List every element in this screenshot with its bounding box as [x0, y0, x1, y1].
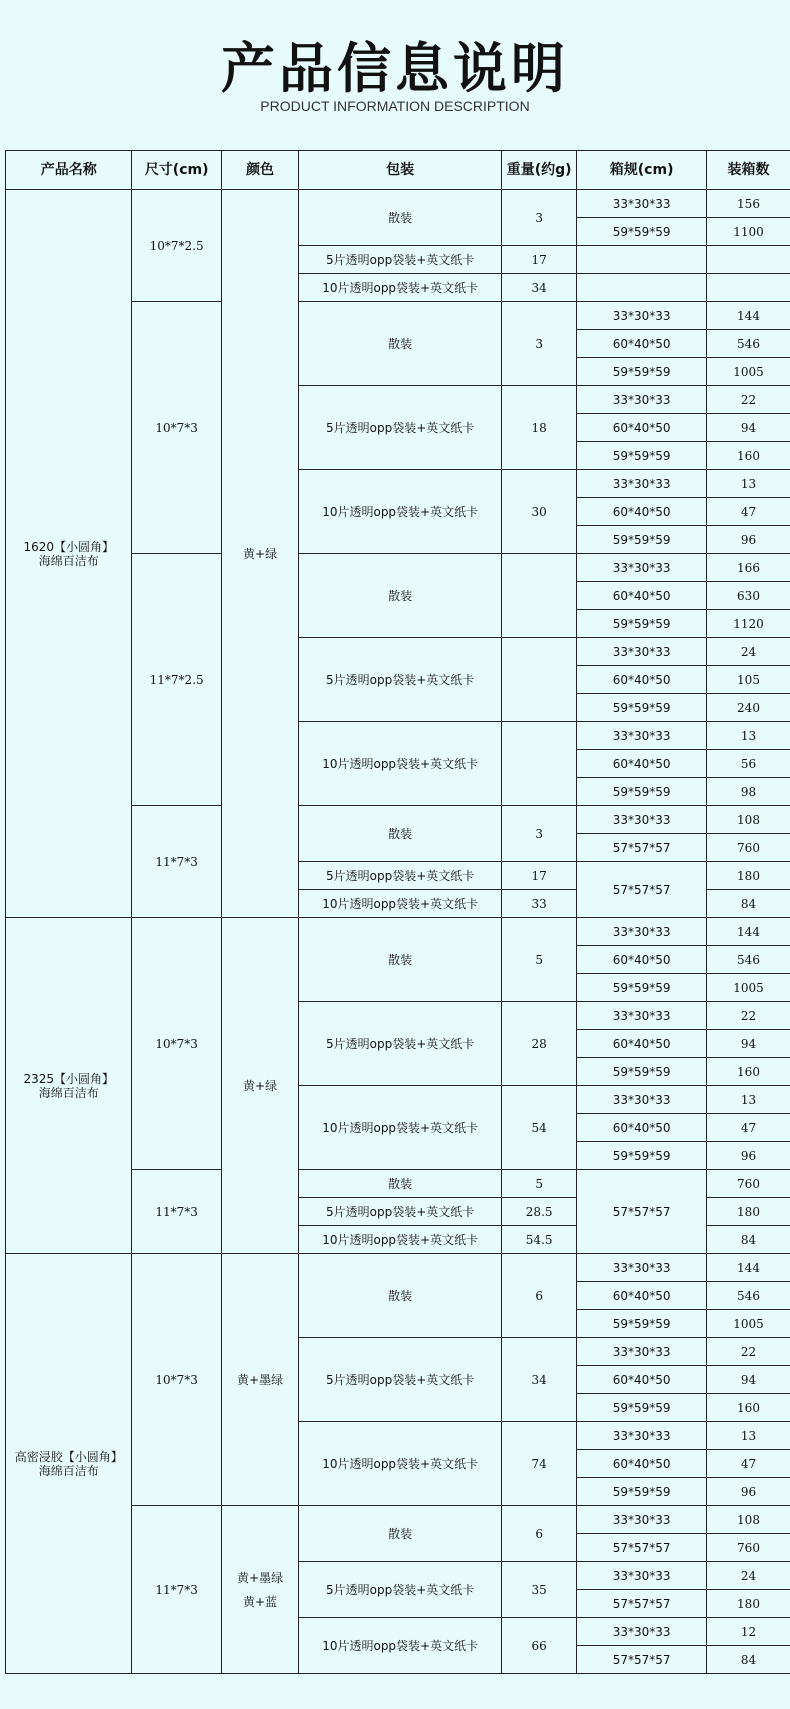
col-header-box: 箱规(cm) [577, 151, 707, 190]
product-name-cell: 2325【小圆角】 海绵百洁布 [6, 918, 132, 1254]
box-spec-cell [577, 246, 707, 274]
box-count-cell: 546 [707, 946, 790, 974]
box-spec-cell: 33*30*33 [577, 386, 707, 414]
box-count-cell: 160 [707, 1394, 790, 1422]
pack-cell: 10片透明opp袋装+英文纸卡 [299, 1618, 502, 1674]
box-spec-cell: 60*40*50 [577, 414, 707, 442]
size-cell: 11*7*3 [132, 1506, 221, 1674]
weight-cell: 34 [502, 1338, 577, 1422]
box-spec-cell: 33*30*33 [577, 302, 707, 330]
box-spec-cell: 33*30*33 [577, 470, 707, 498]
box-spec-cell: 60*40*50 [577, 946, 707, 974]
weight-cell: 5 [502, 918, 577, 1002]
box-spec-cell: 33*30*33 [577, 1338, 707, 1366]
weight-cell: 3 [502, 302, 577, 386]
pack-cell: 10片透明opp袋装+英文纸卡 [299, 470, 502, 554]
table-row [6, 190, 790, 218]
size-cell: 10*7*2.5 [132, 190, 221, 302]
box-count-cell: 180 [707, 1198, 790, 1226]
box-spec-cell: 57*57*57 [577, 1534, 707, 1562]
box-spec-cell: 33*30*33 [577, 918, 707, 946]
box-count-cell: 94 [707, 1030, 790, 1058]
weight-cell [502, 554, 577, 638]
box-count-cell: 13 [707, 1086, 790, 1114]
product-name-cell: 1620【小圆角】 海绵百洁布 [6, 190, 132, 918]
box-spec-cell: 59*59*59 [577, 974, 707, 1002]
color-cell: 黄+绿 [221, 918, 298, 1254]
box-spec-cell: 59*59*59 [577, 778, 707, 806]
box-count-cell: 22 [707, 386, 790, 414]
box-spec-cell: 57*57*57 [577, 1170, 707, 1254]
page-title: 产品信息说明 [221, 37, 569, 100]
pack-cell: 10片透明opp袋装+英文纸卡 [299, 1086, 502, 1170]
box-count-cell: 98 [707, 778, 790, 806]
pack-cell: 10片透明opp袋装+英文纸卡 [299, 274, 502, 302]
box-spec-cell: 59*59*59 [577, 1478, 707, 1506]
box-count-cell: 144 [707, 1254, 790, 1282]
pack-cell: 5片透明opp袋装+英文纸卡 [299, 1338, 502, 1422]
box-spec-cell: 59*59*59 [577, 1310, 707, 1338]
box-spec-cell: 59*59*59 [577, 358, 707, 386]
box-count-cell: 96 [707, 1478, 790, 1506]
weight-cell: 54.5 [502, 1226, 577, 1254]
box-spec-cell: 60*40*50 [577, 1114, 707, 1142]
box-count-cell: 13 [707, 1422, 790, 1450]
table-row [6, 918, 790, 946]
box-spec-cell: 59*59*59 [577, 1058, 707, 1086]
box-count-cell: 1005 [707, 358, 790, 386]
weight-cell: 74 [502, 1422, 577, 1506]
size-cell: 10*7*3 [132, 1254, 221, 1506]
weight-cell: 28.5 [502, 1198, 577, 1226]
product-name-cell: 高密浸胶【小圆角】 海绵百洁布 [6, 1254, 132, 1674]
box-count-cell: 180 [707, 862, 790, 890]
box-spec-cell: 57*57*57 [577, 1590, 707, 1618]
box-spec-cell: 60*40*50 [577, 582, 707, 610]
weight-cell [502, 722, 577, 806]
weight-cell: 6 [502, 1506, 577, 1562]
weight-cell: 30 [502, 470, 577, 554]
weight-cell [502, 638, 577, 722]
box-count-cell: 47 [707, 498, 790, 526]
box-count-cell: 108 [707, 806, 790, 834]
pack-cell: 5片透明opp袋装+英文纸卡 [299, 246, 502, 274]
pack-cell: 5片透明opp袋装+英文纸卡 [299, 1562, 502, 1618]
box-spec-cell: 60*40*50 [577, 498, 707, 526]
pack-cell: 散装 [299, 554, 502, 638]
box-spec-cell: 60*40*50 [577, 1366, 707, 1394]
color-cell: 黄+墨绿 [221, 1254, 298, 1506]
box-spec-cell: 59*59*59 [577, 1142, 707, 1170]
weight-cell: 18 [502, 386, 577, 470]
box-spec-cell: 33*30*33 [577, 806, 707, 834]
box-count-cell: 13 [707, 722, 790, 750]
table-row [6, 1254, 790, 1282]
page-header [0, 0, 790, 150]
col-header-pack: 包装 [299, 151, 502, 190]
weight-cell: 3 [502, 190, 577, 246]
box-count-cell: 1005 [707, 1310, 790, 1338]
pack-cell: 散装 [299, 302, 502, 386]
size-cell: 10*7*3 [132, 918, 221, 1170]
page-subtitle: PRODUCT INFORMATION DESCRIPTION [260, 98, 530, 114]
box-spec-cell: 59*59*59 [577, 1394, 707, 1422]
pack-cell: 散装 [299, 190, 502, 246]
box-count-cell: 12 [707, 1618, 790, 1646]
box-count-cell: 546 [707, 1282, 790, 1310]
box-count-cell: 630 [707, 582, 790, 610]
box-spec-cell: 60*40*50 [577, 666, 707, 694]
box-count-cell: 144 [707, 918, 790, 946]
box-spec-cell: 33*30*33 [577, 554, 707, 582]
col-header-weight: 重量(约g) [502, 151, 577, 190]
box-count-cell: 546 [707, 330, 790, 358]
size-cell: 11*7*2.5 [132, 554, 221, 806]
box-spec-cell: 60*40*50 [577, 750, 707, 778]
pack-cell: 散装 [299, 1254, 502, 1338]
weight-cell: 17 [502, 862, 577, 890]
pack-cell: 10片透明opp袋装+英文纸卡 [299, 1422, 502, 1506]
box-count-cell: 96 [707, 526, 790, 554]
box-count-cell [707, 246, 790, 274]
size-cell: 10*7*3 [132, 302, 221, 554]
box-spec-cell: 60*40*50 [577, 1030, 707, 1058]
box-count-cell: 1120 [707, 610, 790, 638]
pack-cell: 5片透明opp袋装+英文纸卡 [299, 1198, 502, 1226]
box-count-cell: 47 [707, 1450, 790, 1478]
box-count-cell: 760 [707, 1170, 790, 1198]
col-header-count: 装箱数 [707, 151, 790, 190]
weight-cell: 34 [502, 274, 577, 302]
pack-cell: 10片透明opp袋装+英文纸卡 [299, 1226, 502, 1254]
weight-cell: 28 [502, 1002, 577, 1086]
box-spec-cell: 60*40*50 [577, 1450, 707, 1478]
box-count-cell: 47 [707, 1114, 790, 1142]
box-count-cell: 144 [707, 302, 790, 330]
pack-cell: 散装 [299, 1506, 502, 1562]
box-spec-cell: 59*59*59 [577, 526, 707, 554]
box-count-cell: 94 [707, 414, 790, 442]
box-count-cell: 166 [707, 554, 790, 582]
product-info-table [5, 150, 790, 1674]
box-spec-cell: 33*30*33 [577, 1506, 707, 1534]
box-count-cell: 94 [707, 1366, 790, 1394]
col-header-size: 尺寸(cm) [132, 151, 221, 190]
pack-cell: 5片透明opp袋装+英文纸卡 [299, 638, 502, 722]
box-count-cell: 156 [707, 190, 790, 218]
color-cell: 黄+墨绿 黄+蓝 [221, 1506, 298, 1674]
box-count-cell: 240 [707, 694, 790, 722]
box-count-cell: 24 [707, 1562, 790, 1590]
weight-cell: 66 [502, 1618, 577, 1674]
box-count-cell: 760 [707, 834, 790, 862]
size-cell: 11*7*3 [132, 1170, 221, 1254]
box-spec-cell: 33*30*33 [577, 638, 707, 666]
col-header-color: 颜色 [221, 151, 298, 190]
box-spec-cell: 33*30*33 [577, 1002, 707, 1030]
size-cell: 11*7*3 [132, 806, 221, 918]
box-spec-cell: 33*30*33 [577, 1562, 707, 1590]
weight-cell: 35 [502, 1562, 577, 1618]
box-count-cell: 96 [707, 1142, 790, 1170]
box-spec-cell [577, 274, 707, 302]
box-count-cell: 160 [707, 1058, 790, 1086]
weight-cell: 54 [502, 1086, 577, 1170]
pack-cell: 散装 [299, 1170, 502, 1198]
box-spec-cell: 60*40*50 [577, 1282, 707, 1310]
weight-cell: 17 [502, 246, 577, 274]
box-count-cell: 160 [707, 442, 790, 470]
box-count-cell [707, 274, 790, 302]
box-count-cell: 1005 [707, 974, 790, 1002]
weight-cell: 6 [502, 1254, 577, 1338]
col-header-name: 产品名称 [6, 151, 132, 190]
box-count-cell: 84 [707, 1646, 790, 1674]
box-spec-cell: 59*59*59 [577, 218, 707, 246]
box-count-cell: 22 [707, 1002, 790, 1030]
pack-cell: 10片透明opp袋装+英文纸卡 [299, 890, 502, 918]
box-spec-cell: 57*57*57 [577, 862, 707, 918]
box-spec-cell: 59*59*59 [577, 442, 707, 470]
box-count-cell: 1100 [707, 218, 790, 246]
box-count-cell: 105 [707, 666, 790, 694]
box-spec-cell: 60*40*50 [577, 330, 707, 358]
table-header-row [6, 151, 790, 190]
box-spec-cell: 33*30*33 [577, 190, 707, 218]
box-count-cell: 22 [707, 1338, 790, 1366]
box-count-cell: 108 [707, 1506, 790, 1534]
box-count-cell: 24 [707, 638, 790, 666]
weight-cell: 3 [502, 806, 577, 862]
box-count-cell: 84 [707, 1226, 790, 1254]
pack-cell: 散装 [299, 918, 502, 1002]
box-spec-cell: 33*30*33 [577, 1086, 707, 1114]
box-spec-cell: 33*30*33 [577, 1618, 707, 1646]
weight-cell: 5 [502, 1170, 577, 1198]
box-spec-cell: 33*30*33 [577, 722, 707, 750]
box-spec-cell: 59*59*59 [577, 694, 707, 722]
weight-cell: 33 [502, 890, 577, 918]
box-spec-cell: 57*57*57 [577, 1646, 707, 1674]
box-spec-cell: 33*30*33 [577, 1422, 707, 1450]
pack-cell: 5片透明opp袋装+英文纸卡 [299, 386, 502, 470]
box-count-cell: 760 [707, 1534, 790, 1562]
box-count-cell: 56 [707, 750, 790, 778]
color-cell: 黄+绿 [221, 190, 298, 918]
pack-cell: 5片透明opp袋装+英文纸卡 [299, 862, 502, 890]
pack-cell: 5片透明opp袋装+英文纸卡 [299, 1002, 502, 1086]
box-count-cell: 180 [707, 1590, 790, 1618]
box-count-cell: 13 [707, 470, 790, 498]
box-spec-cell: 57*57*57 [577, 834, 707, 862]
pack-cell: 散装 [299, 806, 502, 862]
box-spec-cell: 33*30*33 [577, 1254, 707, 1282]
pack-cell: 10片透明opp袋装+英文纸卡 [299, 722, 502, 806]
box-spec-cell: 59*59*59 [577, 610, 707, 638]
box-count-cell: 84 [707, 890, 790, 918]
